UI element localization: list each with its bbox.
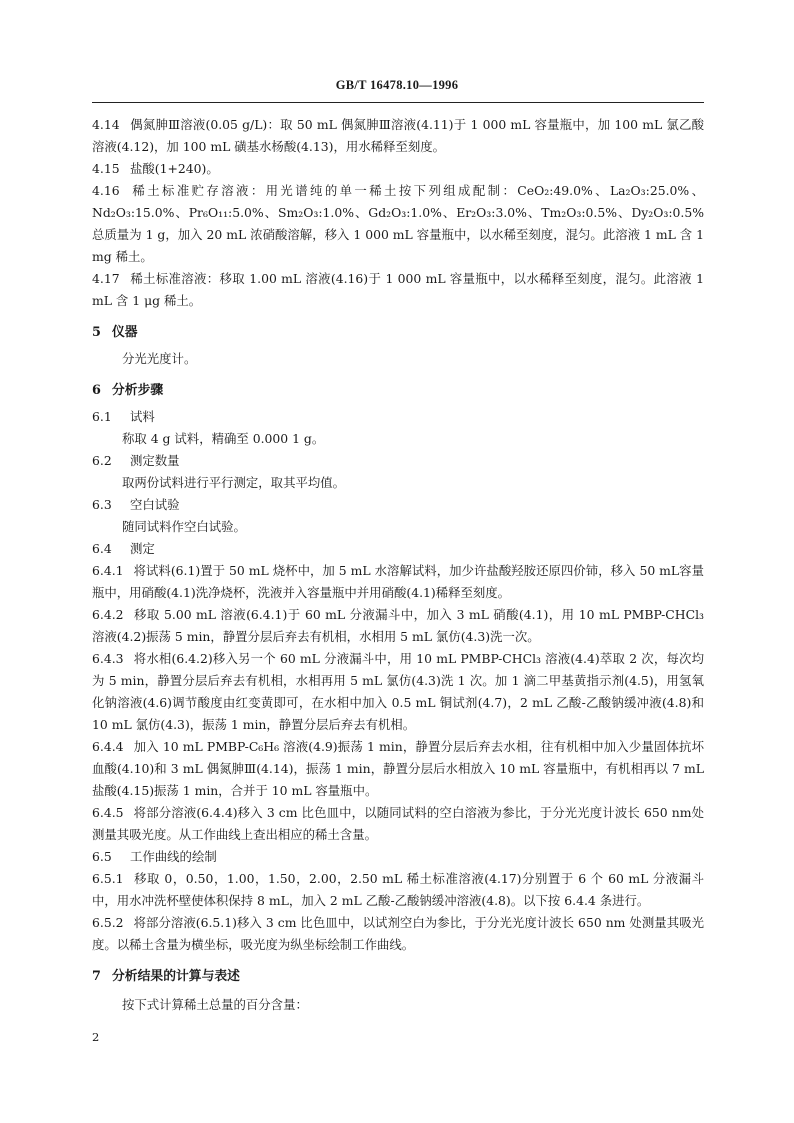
subsection-6-2-body: 取两份试料进行平行测定，取其平均值。	[122, 475, 346, 490]
subsection-6-2-heading	[92, 450, 704, 472]
clause-text: 加入 10 mL PMBP-C₆H₆ 溶液(4.9)振荡 1 min，静置分层后弃去水相，往有机相中加入少量固体抗坏血酸(4.10)和 3 mL 偶氮胂Ⅲ(4.14)，振荡 1 min，静置分层后水相放入 10 mL 容量瓶中，有机相再以 7 mL 盐酸(4.15)振荡 1 min，合并于 10 mL 容量瓶中。	[92, 739, 704, 798]
section-title: 分析步骤	[112, 383, 164, 398]
clause-number: 4.17	[92, 271, 120, 286]
clause-text: 偶氮胂Ⅲ溶液(0.05 g/L)：取 50 mL 偶氮胂Ⅲ溶液(4.11)于 1 000 mL 容量瓶中，加 100 mL 氯乙酸溶液(4.12)，加 100 mL 磺基水杨酸(4.13)，用水稀释至刻度。	[92, 117, 704, 154]
subsection-title: 测定	[130, 541, 155, 556]
subsection-6-1-heading	[92, 406, 704, 428]
clause-text: 将部分溶液(6.4.4)移入 3 cm 比色皿中，以随同试料的空白溶液为参比，于分光光度计波长 650 nm处测量其吸光度。从工作曲线上查出相应的稀土含量。	[92, 805, 704, 842]
clause-text: 将水相(6.4.2)移入另一个 60 mL 分液漏斗中，用 10 mL PMBP-CHCl₃ 溶液(4.4)萃取 2 次，每次均为 5 min，静置分层后弃去有机相，水相再用 5 mL 氯仿(4.3)洗 1 次。加 1 滴二甲基黄指示剂(4.5)，用氢氧化钠溶液(4.6)调节酸度由红变黄即可，在水相中加入 0.5 mL 铜试剂(4.7)，2 mL 乙酸-乙酸钠缓冲液(4.8)和 10 mL 氯仿(4.3)，振荡 1 min，静置分层后弃去有机相。	[92, 651, 704, 732]
subsection-title: 空白试验	[130, 497, 180, 512]
clause-6-4-4	[92, 736, 704, 802]
header-rule	[92, 102, 704, 103]
clause-text: 移取 5.00 mL 溶液(6.4.1)于 60 mL 分液漏斗中，加入 3 mL 硝酸(4.1)，用 10 mL PMBP-CHCl₃ 溶液(4.2)振荡 5 min，静置分层后弃去有机相，水相用 5 mL 氯仿(4.3)洗一次。	[92, 607, 704, 644]
clause-number: 6.4.5	[92, 805, 124, 820]
clause-number: 4.15	[92, 161, 120, 176]
section-number: 5	[92, 325, 101, 340]
clause-number: 4.16	[92, 183, 120, 198]
subsection-number: 6.3	[92, 497, 112, 512]
subsection-6-3-heading	[92, 494, 704, 516]
clause-6-4-3	[92, 648, 704, 736]
clause-text: 移取 0，0.50，1.00，1.50，2.00，2.50 mL 稀土标准溶液(4.17)分别置于 6 个 60 mL 分液漏斗中，用水冲洗杯壁使体积保持 8 mL，加入 2 mL 乙酸-乙酸钠缓冲溶液(4.8)。以下按 6.4.4 条进行。	[92, 871, 704, 908]
clause-text: 稀土标准溶液：移取 1.00 mL 溶液(4.16)于 1 000 mL 容量瓶中，以水稀释至刻度，混匀。此溶液 1 mL 含 1 μg 稀土。	[92, 271, 704, 308]
clause-text: 稀土标准贮存溶液：用光谱纯的单一稀土按下列组成配制：CeO₂:49.0%、La₂O₃:25.0%、Nd₂O₃:15.0%、Pr₆O₁₁:5.0%、Sm₂O₃:1.0%、Gd₂O₃:1.0%、Er₂O₃:3.0%、Tm₂O₃:0.5%、Dy₂O₃:0.5%总质量为 1 g，加入 20 mL 浓硝酸溶解，移入 1 000 mL 容量瓶中，以水稀至刻度，混匀。此溶液 1 mL 含 1 mg 稀土。	[92, 183, 704, 264]
section-number: 7	[92, 969, 101, 984]
page-number: 2	[92, 1030, 100, 1044]
clause-text: 将部分溶液(6.5.1)移入 3 cm 比色皿中，以试剂空白为参比，于分光光度计波长 650 nm 处测量其吸光度。以稀土含量为横坐标，吸光度为纵坐标绘制工作曲线。	[92, 915, 704, 952]
subsection-number: 6.5	[92, 849, 112, 864]
section-7-heading	[92, 966, 704, 988]
subsection-6-4-heading	[92, 538, 704, 560]
clause-number: 6.4.4	[92, 739, 124, 754]
section-5-heading	[92, 322, 704, 344]
clause-4-14	[92, 114, 704, 158]
clause-6-4-2	[92, 604, 704, 648]
section-5-body: 分光光度计。	[122, 351, 197, 366]
section-title: 仪器	[112, 325, 138, 340]
clause-number: 6.4.3	[92, 651, 124, 666]
clause-4-15	[92, 158, 704, 180]
clause-4-16	[92, 180, 704, 268]
clause-number: 6.5.1	[92, 871, 124, 886]
clause-number: 4.14	[92, 117, 120, 132]
clause-number: 6.4.2	[92, 607, 124, 622]
subsection-title: 工作曲线的绘制	[130, 849, 217, 864]
subsection-number: 6.1	[92, 409, 112, 424]
clause-6-5-2	[92, 912, 704, 956]
clause-number: 6.5.2	[92, 915, 124, 930]
section-6-heading	[92, 380, 704, 402]
subsection-6-5-heading	[92, 846, 704, 868]
clause-4-17	[92, 268, 704, 312]
clause-6-4-1	[92, 560, 704, 604]
clause-number: 6.4.1	[92, 563, 124, 578]
document-body	[92, 114, 704, 1016]
section-7-body: 按下式计算稀土总量的百分含量：	[122, 997, 308, 1012]
section-title: 分析结果的计算与表述	[112, 969, 240, 984]
subsection-6-3-body: 随同试料作空白试验。	[122, 519, 246, 534]
subsection-title: 试料	[130, 409, 155, 424]
clause-text: 将试料(6.1)置于 50 mL 烧杯中，加 5 mL 水溶解试料，加少许盐酸羟胺还原四价铈，移入 50 mL容量瓶中，用硝酸(4.1)洗净烧杯，洗液并入容量瓶中并用硝酸(4.1)稀释至刻度。	[92, 563, 704, 600]
subsection-title: 测定数量	[130, 453, 180, 468]
subsection-number: 6.4	[92, 541, 112, 556]
section-number: 6	[92, 383, 101, 398]
clause-6-5-1	[92, 868, 704, 912]
subsection-6-1-body: 称取 4 g 试料，精确至 0.000 1 g。	[122, 431, 325, 446]
standard-header: GB/T 16478.10—1996	[335, 78, 459, 92]
subsection-number: 6.2	[92, 453, 112, 468]
clause-6-4-5	[92, 802, 704, 846]
clause-text: 盐酸(1+240)。	[130, 161, 219, 176]
